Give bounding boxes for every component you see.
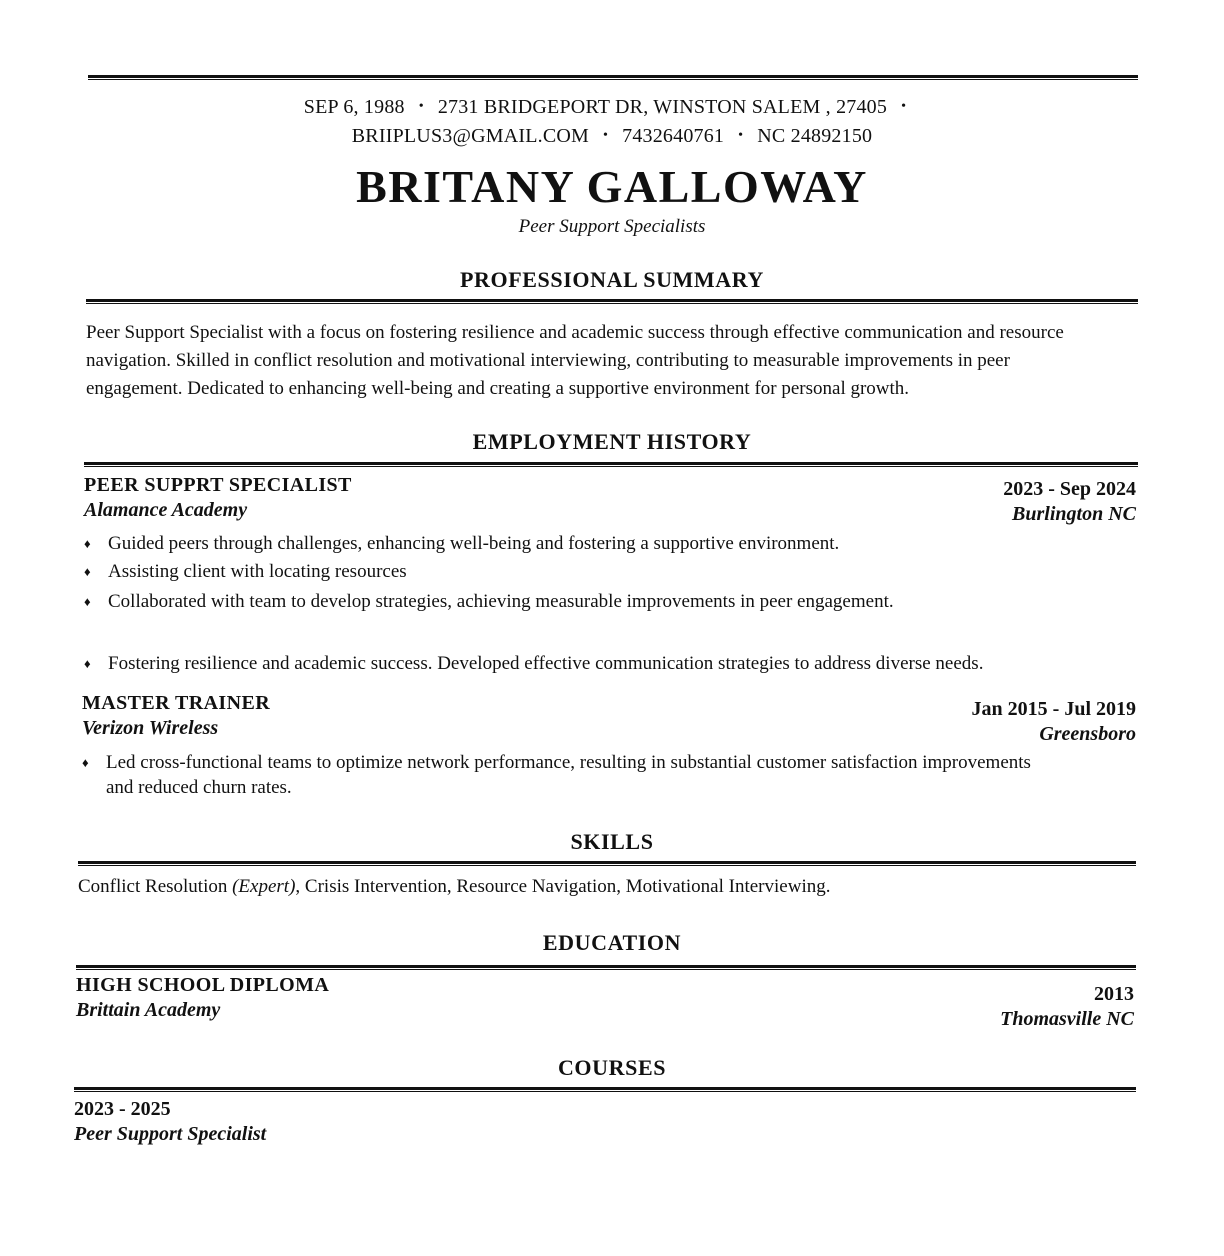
education-location: Thomasville NC [1000, 1008, 1134, 1030]
course-name: Peer Support Specialist [74, 1123, 267, 1145]
skills-rule [78, 861, 1136, 866]
skills-heading: SKILLS [570, 829, 654, 854]
course-dates: 2023 - 2025 [74, 1098, 171, 1120]
bullet-line: and reduced churn rates. [106, 777, 292, 798]
dot-separator-icon: • [418, 99, 424, 114]
education-year: 2013 [1094, 983, 1134, 1005]
diamond-bullet-icon: ♦ [84, 656, 91, 671]
phone[interactable]: 7432640761 [622, 125, 725, 147]
job-bullet: ♦ Collaborated with team to develop strategies, achieving measurable improvements in peer engagement. [84, 591, 894, 612]
job-organization: Alamance Academy [84, 499, 248, 521]
diamond-bullet-icon: ♦ [84, 536, 91, 551]
education-school: Brittain Academy [76, 999, 221, 1021]
job-location: Greensboro [1039, 723, 1136, 745]
job-bullet: ♦ Guided peers through challenges, enhancing well-being and fostering a supportive environment. [84, 533, 840, 554]
skill-level: (Expert) [232, 876, 296, 897]
courses-rule [74, 1087, 1136, 1092]
job-location: Burlington NC [1012, 503, 1136, 525]
top-rule [88, 75, 1138, 80]
education-degree: HIGH SCHOOL DIPLOMA [76, 974, 330, 996]
contact-line-1 [0, 96, 1224, 119]
skill-items: , Crisis Intervention, Resource Navigation, Motivational Interviewing. [295, 876, 831, 897]
diamond-bullet-icon: ♦ [84, 594, 91, 609]
job-bullet: ♦ Fostering resilience and academic success. Developed effective communication strategies to address diverse needs. [84, 653, 984, 674]
job-dates: 2023 - Sep 2024 [1003, 478, 1136, 500]
job-bullet: ♦ Assisting client with locating resources [84, 561, 407, 582]
email[interactable]: BRIIPLUS3@GMAIL.COM [351, 125, 590, 147]
summary-line: engagement. Dedicated to enhancing well-being and creating a supportive environment for personal growth. [86, 378, 910, 399]
job-role: PEER SUPPRT SPECIALIST [84, 474, 352, 496]
summary-heading: PROFESSIONAL SUMMARY [460, 267, 764, 292]
birth-date: SEP 6, 1988 [303, 96, 405, 118]
summary-rule [86, 299, 1138, 304]
dot-separator-icon: • [738, 128, 744, 143]
contact-line-2 [0, 125, 1224, 148]
skill-item: Conflict Resolution [78, 876, 228, 897]
diamond-bullet-icon: ♦ [84, 564, 91, 579]
dot-separator-icon: • [603, 128, 609, 143]
job-bullet [82, 750, 1142, 800]
education-heading: EDUCATION [542, 930, 682, 955]
license-number: NC 24892150 [757, 125, 873, 147]
job-dates: Jan 2015 - Jul 2019 [971, 698, 1136, 720]
dot-separator-icon: • [901, 99, 907, 114]
candidate-name: BRITANY GALLOWAY [356, 161, 868, 212]
education-rule [76, 965, 1136, 970]
candidate-title: Peer Support Specialists [518, 216, 706, 237]
courses-heading: COURSES [557, 1055, 667, 1080]
address: 2731 BRIDGEPORT DR, WINSTON SALEM , 27405 [437, 96, 888, 118]
employment-rule [84, 462, 1138, 467]
summary-line: navigation. Skilled in conflict resolution and motivational interviewing, contributing to measurable improvements in peer [86, 350, 1010, 371]
diamond-bullet-icon: ♦ [82, 755, 89, 770]
bullet-line: Led cross-functional teams to optimize network performance, resulting in substantial customer satisfaction improvements [106, 752, 1031, 773]
job-organization: Verizon Wireless [82, 717, 219, 739]
employment-heading: EMPLOYMENT HISTORY [472, 429, 752, 454]
skills-list [78, 876, 830, 898]
summary-text [86, 319, 1146, 403]
job-role: MASTER TRAINER [82, 692, 271, 714]
summary-line: Peer Support Specialist with a focus on fostering resilience and academic success through effective communication and resource [86, 322, 1064, 343]
